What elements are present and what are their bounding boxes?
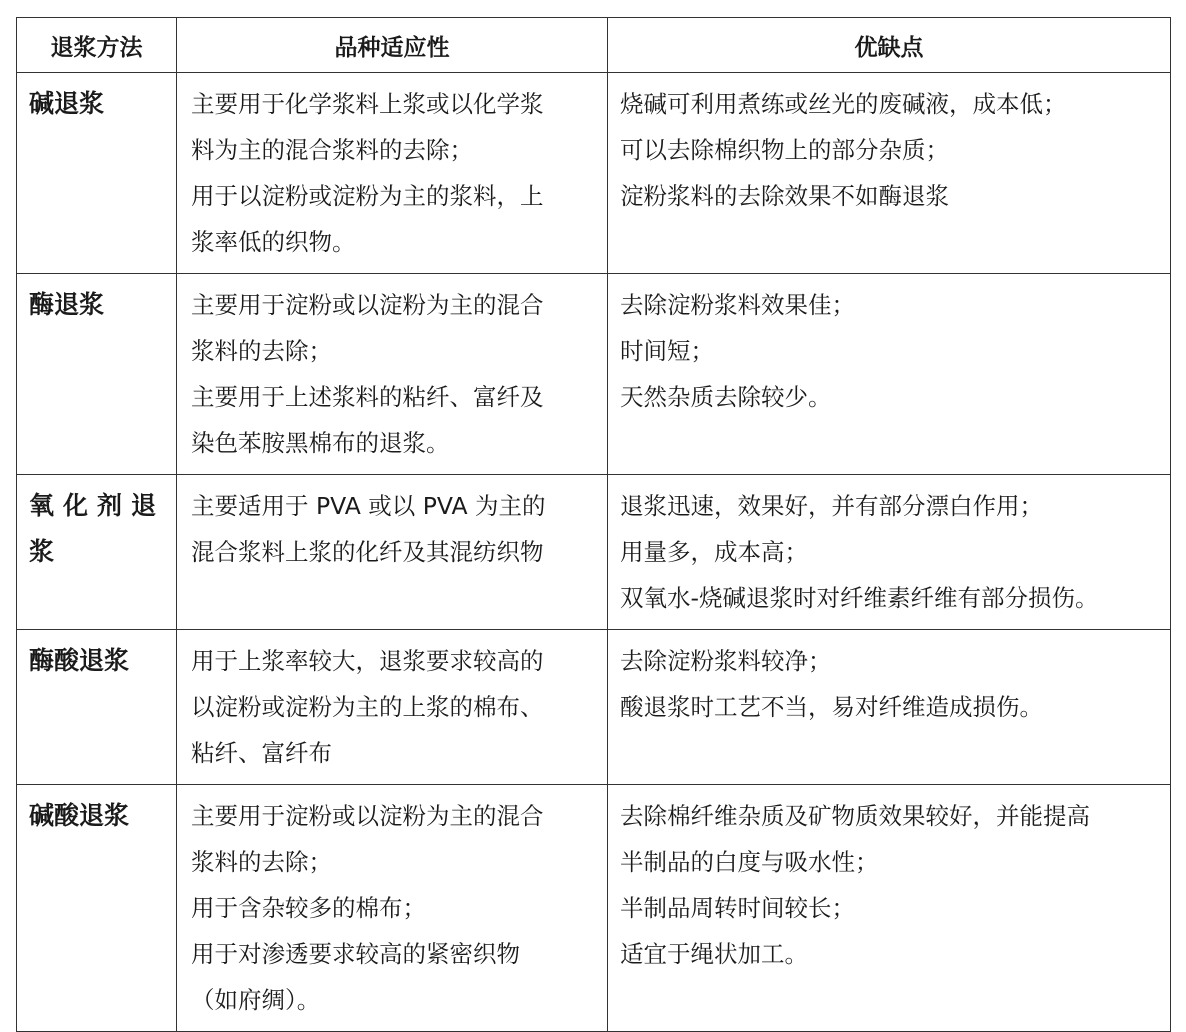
- pros-cons-line: 适宜于绳状加工。: [620, 940, 808, 968]
- pros-cons-cell: [608, 630, 1171, 785]
- table-row: [17, 73, 1171, 274]
- pros-cons-cell: [608, 274, 1171, 475]
- table-row: [17, 785, 1171, 1032]
- suitability-line: 用于上浆率较大，退浆要求较高的: [191, 647, 544, 675]
- suitability-line: 混合浆料上浆的化纤及其混纺织物: [191, 538, 544, 566]
- pros-cons-line: 去除棉纤维杂质及矿物质效果较好，并能提高: [620, 802, 1090, 830]
- pros-cons-cell: [608, 785, 1171, 1032]
- header-row: [17, 18, 1171, 73]
- suitability-line: 料为主的混合浆料的去除；: [191, 136, 473, 164]
- suitability-line: 浆料的去除；: [191, 337, 332, 365]
- pros-cons-line: 去除淀粉浆料效果佳；: [620, 291, 855, 319]
- suitability-cell: [177, 630, 608, 785]
- method-line: 碱退浆: [29, 89, 105, 118]
- suitability-line: 主要用于淀粉或以淀粉为主的混合: [191, 802, 544, 830]
- method-cell: [17, 73, 177, 274]
- desizing-methods-table: [16, 17, 1171, 1032]
- suitability-line: 粘纤、富纤布: [191, 739, 332, 767]
- suitability-cell: [177, 475, 608, 630]
- method-line: 氧化剂退: [29, 491, 166, 520]
- suitability-cell: [177, 73, 608, 274]
- method-cell: [17, 630, 177, 785]
- pros-cons-cell: [608, 475, 1171, 630]
- suitability-line: 主要用于淀粉或以淀粉为主的混合: [191, 291, 544, 319]
- table-row: [17, 475, 1171, 630]
- pros-cons-line: 半制品的白度与吸水性；: [620, 848, 879, 876]
- method-line: 酶酸退浆: [29, 646, 130, 675]
- header-suitability: 品种适应性: [177, 18, 608, 73]
- table-header: [17, 18, 1171, 73]
- pros-cons-line: 酸退浆时工艺不当，易对纤维造成损伤。: [620, 693, 1043, 721]
- suitability-line: 用于对渗透要求较高的紧密织物: [191, 940, 520, 968]
- method-cell: [17, 475, 177, 630]
- suitability-line: 主要用于上述浆料的粘纤、富纤及: [191, 383, 544, 411]
- table-row: [17, 630, 1171, 785]
- suitability-line: （如府绸）。: [191, 986, 321, 1014]
- pros-cons-line: 去除淀粉浆料较净；: [620, 647, 832, 675]
- table-row: [17, 274, 1171, 475]
- pros-cons-line: 退浆迅速，效果好，并有部分漂白作用；: [620, 492, 1043, 520]
- pros-cons-line: 烧碱可利用煮练或丝光的废碱液，成本低；: [620, 90, 1067, 118]
- desizing-methods-table-container: [16, 17, 1170, 1032]
- header-method: 退浆方法: [17, 18, 177, 73]
- suitability-line: 主要适用于 PVA 或以 PVA 为主的: [191, 492, 546, 520]
- suitability-line: 用于以淀粉或淀粉为主的浆料，上: [191, 182, 544, 210]
- pros-cons-line: 半制品周转时间较长；: [620, 894, 855, 922]
- pros-cons-line: 淀粉浆料的去除效果不如酶退浆: [620, 182, 949, 210]
- table-body: [17, 73, 1171, 1032]
- suitability-line: 浆率低的织物。: [191, 228, 356, 256]
- pros-cons-line: 用量多，成本高；: [620, 538, 808, 566]
- suitability-line: 染色苯胺黑棉布的退浆。: [191, 429, 450, 457]
- pros-cons-line: 天然杂质去除较少。: [620, 383, 832, 411]
- method-line: 酶退浆: [29, 290, 105, 319]
- suitability-line: 浆料的去除；: [191, 848, 332, 876]
- suitability-line: 用于含杂较多的棉布；: [191, 894, 426, 922]
- suitability-cell: [177, 274, 608, 475]
- pros-cons-cell: [608, 73, 1171, 274]
- pros-cons-line: 可以去除棉织物上的部分杂质；: [620, 136, 949, 164]
- suitability-cell: [177, 785, 608, 1032]
- pros-cons-line: 时间短；: [620, 337, 714, 365]
- method-line: 碱酸退浆: [29, 801, 130, 830]
- pros-cons-line: 双氧水-烧碱退浆时对纤维素纤维有部分损伤。: [620, 584, 1099, 612]
- suitability-line: 主要用于化学浆料上浆或以化学浆: [191, 90, 544, 118]
- method-cell: [17, 785, 177, 1032]
- method-line: 浆: [29, 537, 55, 566]
- header-pros-cons: 优缺点: [608, 18, 1171, 73]
- suitability-line: 以淀粉或淀粉为主的上浆的棉布、: [191, 693, 544, 721]
- method-cell: [17, 274, 177, 475]
